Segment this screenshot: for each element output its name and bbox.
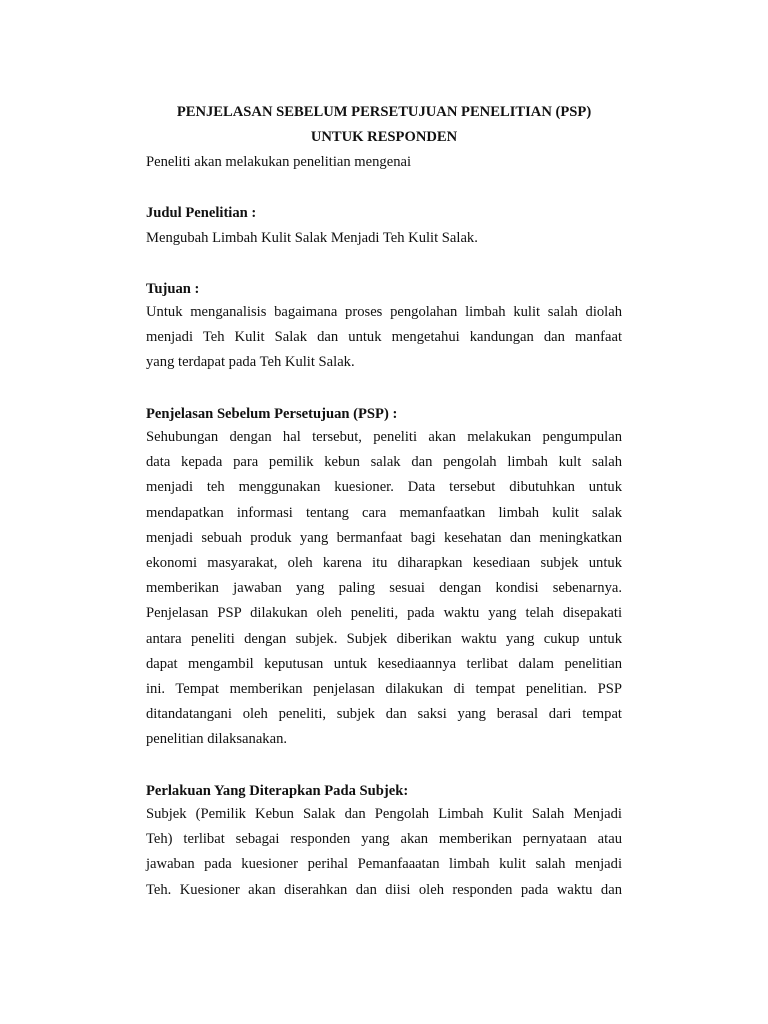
section-heading-psp: Penjelasan Sebelum Persetujuan (PSP) :: [146, 406, 398, 422]
intro-text: Peneliti akan melakukan penelitian mengenai: [146, 154, 412, 170]
paragraph-line: menjadi sebuah produk yang bermanfaat bagi kesehatan dan meningkatkan: [146, 529, 622, 546]
paragraph-line: Teh. Kuesioner akan diserahkan dan diisi oleh responden pada waktu dan: [146, 881, 622, 898]
paragraph-line: penelitian dilaksanakan.: [146, 731, 288, 748]
section-paragraph-psp: [146, 425, 622, 752]
section-paragraph-perlakuan: [146, 802, 622, 903]
section-heading-judul: Judul Penelitian :: [146, 205, 257, 221]
paragraph-line: Subjek (Pemilik Kebun Salak dan Pengolah Limbah Kulit Salah Menjadi: [146, 806, 622, 822]
section-heading-tujuan: Tujuan :: [146, 281, 200, 297]
paragraph-line: jawaban pada kuesioner perihal Pemanfaaatan limbah kulit salah menjadi: [146, 856, 622, 873]
paragraph-line: Sehubungan dengan hal tersebut, peneliti akan melakukan pengumpulan: [146, 429, 622, 445]
paragraph-line: Penjelasan PSP dilakukan oleh peneliti, pada waktu yang telah disepakati: [146, 605, 622, 622]
section-text-judul: Mengubah Limbah Kulit Salak Menjadi Teh Kulit Salak.: [146, 230, 478, 246]
paragraph-line: memberikan jawaban yang paling sesuai dengan kondisi sebenarnya.: [146, 580, 622, 597]
document-title-line-2: UNTUK RESPONDEN: [310, 129, 458, 145]
section-heading-perlakuan: Perlakuan Yang Diterapkan Pada Subjek:: [146, 783, 409, 799]
paragraph-line: mendapatkan informasi tentang cara memanfaatkan limbah kulit salak: [146, 504, 622, 521]
paragraph-line: menjadi Teh Kulit Salak dan untuk mengetahui kandungan dan manfaat: [146, 329, 622, 346]
paragraph-line: dapat mengambil keputusan untuk kesediaannya terlibat dalam penelitian: [146, 655, 622, 672]
paragraph-line: antara peneliti dengan subjek. Subjek diberikan waktu yang cukup untuk: [146, 630, 622, 647]
paragraph-line: data kepada para pemilik kebun salak dan pengolah limbah kult salah: [146, 454, 622, 471]
document-title-line-1: PENJELASAN SEBELUM PERSETUJUAN PENELITIAN (PSP): [176, 104, 592, 120]
paragraph-line: ini. Tempat memberikan penjelasan dilakukan di tempat penelitian. PSP: [146, 680, 622, 697]
paragraph-line: Teh) terlibat sebagai responden yang akan memberikan pernyataan atau: [146, 831, 622, 848]
section-paragraph-tujuan: [146, 300, 622, 376]
paragraph-line: Untuk menganalisis bagaimana proses pengolahan limbah kulit salah diolah: [146, 304, 622, 320]
paragraph-line: ditandatangani oleh peneliti, subjek dan saksi yang berasal dari tempat: [146, 706, 622, 723]
paragraph-line: ekonomi masyarakat, oleh karena itu diharapkan kesediaan subjek untuk: [146, 554, 622, 571]
paragraph-line: yang terdapat pada Teh Kulit Salak.: [146, 354, 355, 371]
paragraph-line: menjadi teh menggunakan kuesioner. Data tersebut dibutuhkan untuk: [146, 479, 622, 496]
